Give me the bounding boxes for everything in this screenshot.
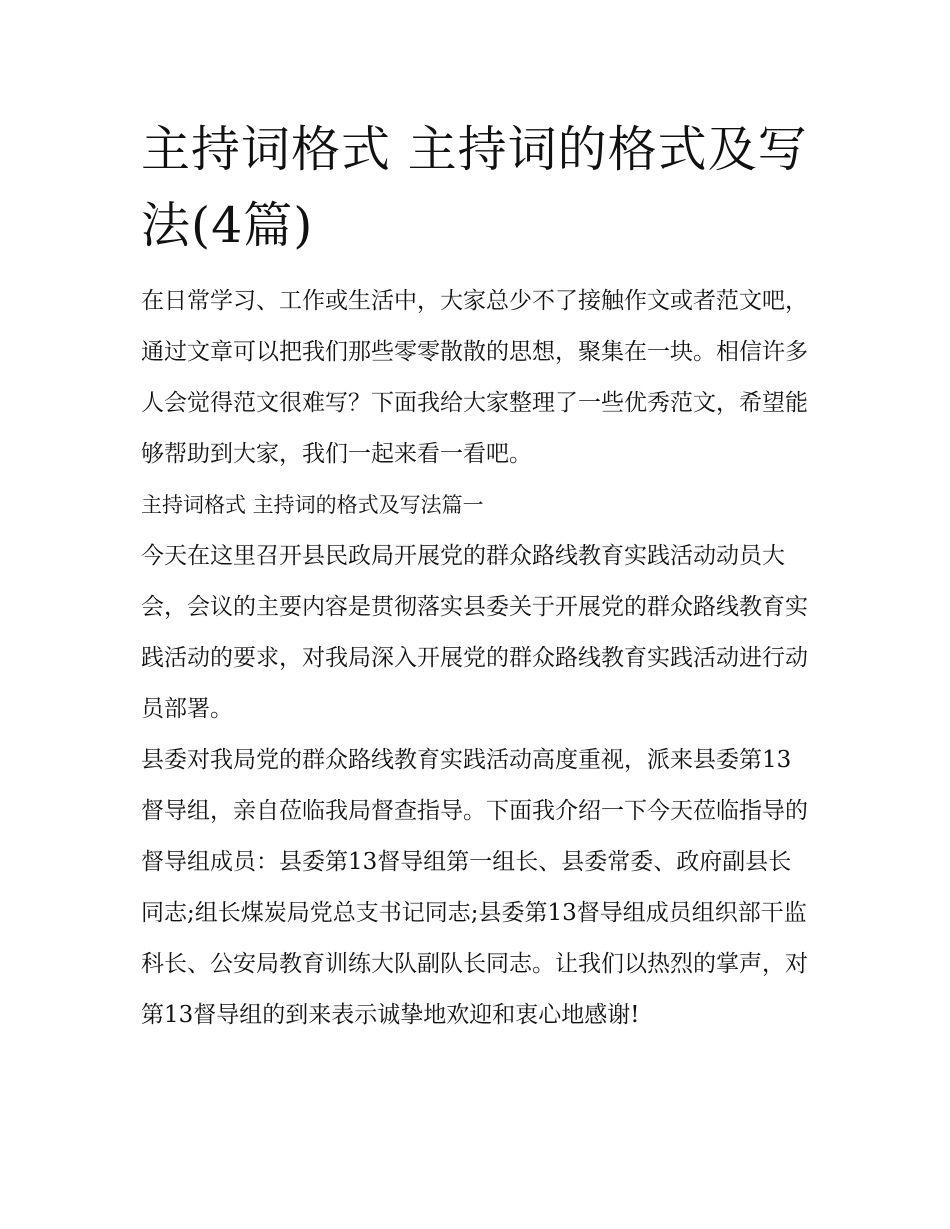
document-content <box>141 112 813 1041</box>
body-paragraph: 县委对我局党的群众路线教育实践活动高度重视，派来县委第13督导组，亲自莅临我局督查指导。下面我介绍一下今天莅临指导的督导组成员：县委第13督导组第一组长、县委常委、政府副县长同志;组长煤炭局党总支书记同志;县委第13督导组成员组织部干监科长、公安局教育训练大队副队长同志。让我们以热烈的掌声，对第13督导组的到来表示诚挚地欢迎和衷心地感谢! <box>141 747 808 1028</box>
document-body <box>141 276 813 1041</box>
section-heading: 主持词格式 主持词的格式及写法篇一 <box>141 493 484 517</box>
intro-paragraph: 在日常学习、工作或生活中，大家总少不了接触作文或者范文吧，通过文章可以把我们那些零零散散的思想，聚集在一块。相信许多人会觉得范文很难写？下面我给大家整理了一些优秀范文，希望能够帮助到大家，我们一起来看一看吧。 <box>141 288 808 467</box>
document-title: 主持词格式 主持词的格式及写法(4篇) <box>141 121 808 254</box>
body-paragraph: 今天在这里召开县民政局开展党的群众路线教育实践活动动员大会，会议的主要内容是贯彻落实县委关于开展党的群众路线教育实践活动的要求，对我局深入开展党的群众路线教育实践活动进行动员部署。 <box>141 543 808 722</box>
